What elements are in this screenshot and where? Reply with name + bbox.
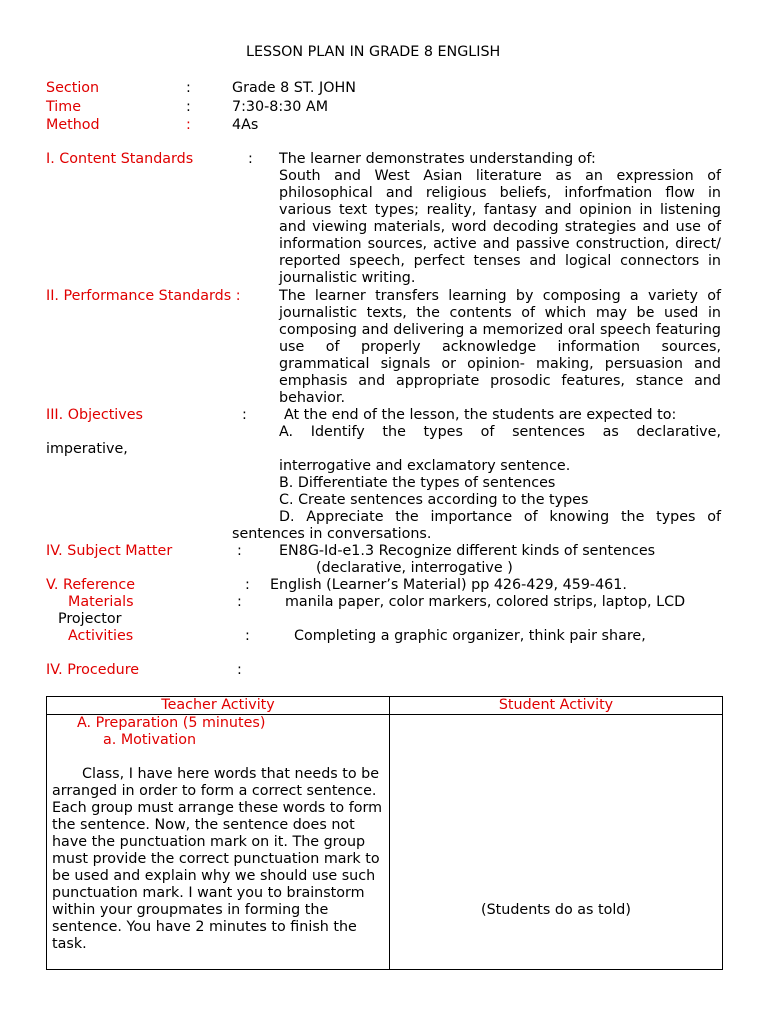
student-activity-cell [390,715,723,970]
section-label: Section [46,80,100,96]
motivation-heading: a. Motivation [103,732,197,748]
section-value: Grade 8 ST. JOHN [232,80,356,96]
time-label: Time [46,99,81,115]
student-response-text: (Students do as told) [481,902,631,918]
objective-d-line2: sentences in conversations. [232,526,432,542]
section-colon: : [186,80,191,96]
teacher-activity-cell [47,715,390,970]
materials-value: manila paper, color markers, colored strips, laptop, LCD [285,594,686,610]
subject-matter-label: IV. Subject Matter [46,543,173,559]
method-colon: : [186,117,191,133]
procedure-table [46,696,723,970]
activities-value: Completing a graphic organizer, think pair share, [294,628,646,644]
reference-colon: : [245,577,250,593]
subject-matter-line2: (declarative, interrogative ) [316,560,513,576]
student-activity-header: Student Activity [390,697,723,715]
content-standards-intro: The learner demonstrates understanding of: [279,151,596,167]
activities-colon: : [245,628,250,644]
procedure-label: IV. Procedure [46,662,140,678]
objective-a-wrap: imperative, [46,441,128,457]
objective-d-line1: D. Appreciate the importance of knowing the types of [279,509,721,525]
objective-a-line2: interrogative and exclamatory sentence. [279,458,571,474]
procedure-colon: : [237,662,242,678]
table-header-row [47,697,723,715]
objective-c: C. Create sentences according to the types [279,492,589,508]
teacher-activity-header: Teacher Activity [47,697,390,715]
method-value: 4As [232,117,259,133]
content-standards-label: I. Content Standards [46,151,194,167]
content-standards-text: South and West Asian literature as an expression of philosophical and religious beliefs, inforfmation flow in various text types; reality, fantasy and opinion in listening and viewing materials, word decoding strategies and use of information sources, active and passive construction, direct/ reported speech, perfect tenses and logical connectors in journalistic writing. [279,168,721,286]
teacher-instructions-text: Class, I have here words that needs to be arranged in order to form a correct sentence. Each group must arrange these words to form the sentence. Now, the sentence does not have the punctuation mark on it. The group must provide the correct punctuation mark to be used and explain why we should use such punctuation mark. I want you to brainstorm within your groupmates in forming the sentence. You have 2 minutes to finish the task. [52,766,383,952]
materials-label: Materials [68,594,134,610]
subject-matter-colon: : [237,543,242,559]
preparation-heading: A. Preparation (5 minutes) [77,715,266,731]
objectives-intro: At the end of the lesson, the students are expected to: [284,407,677,423]
performance-standards-label: II. Performance Standards : [46,288,241,304]
materials-wrap: Projector [58,611,122,627]
time-value: 7:30-8:30 AM [232,99,329,115]
subject-matter-line1: EN8G-Id-e1.3 Recognize different kinds of sentences [279,543,656,559]
materials-colon: : [237,594,242,610]
reference-label: V. Reference [46,577,136,593]
objective-b: B. Differentiate the types of sentences [279,475,556,491]
performance-standards-text: The learner transfers learning by composing a variety of journalistic texts, the contents of which may be used in composing and delivering a memorized oral speech featuring use of properly acknowledge information sources, grammatical signals or opinion- making, persuasion and emphasis and appropriate prosodic features, stance and behavior. [279,288,721,406]
page-title: LESSON PLAN IN GRADE 8 ENGLISH [246,44,501,60]
content-standards-colon: : [248,151,253,167]
objectives-colon: : [242,407,247,423]
reference-value: English (Learner’s Material) pp 426-429, 459-461. [270,577,627,593]
table-row [47,715,723,970]
method-label: Method [46,117,100,133]
time-colon: : [186,99,191,115]
activities-label: Activities [68,628,134,644]
objective-a-line1: A. Identify the types of sentences as declarative, [279,424,721,440]
objectives-label: III. Objectives [46,407,143,423]
